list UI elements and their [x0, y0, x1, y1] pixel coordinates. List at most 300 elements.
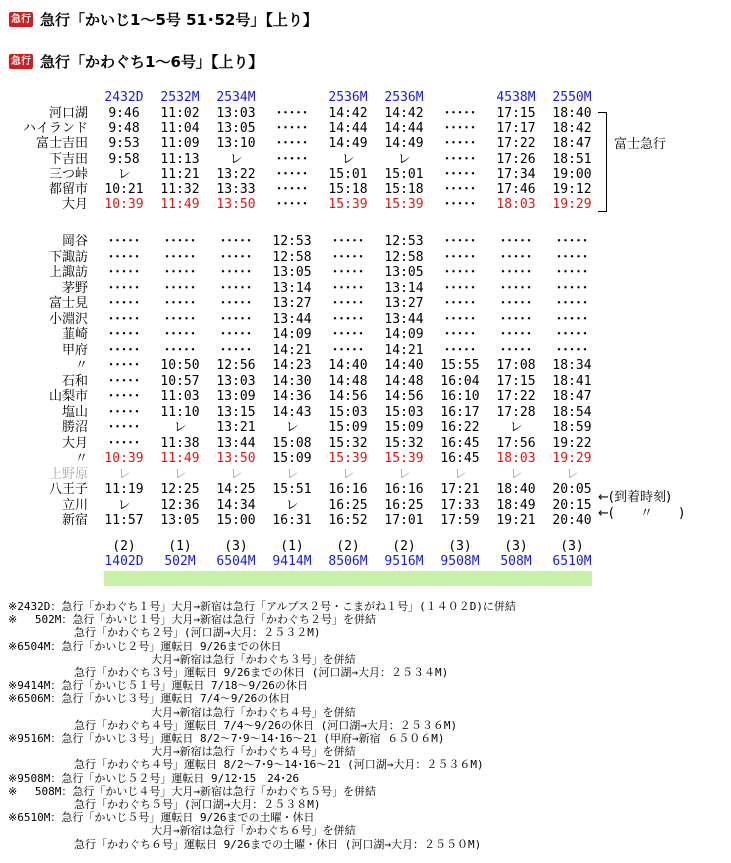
time-cell: 15:18 — [384, 182, 424, 197]
time-cell: 11:57 — [104, 513, 144, 528]
train-number-2: 9414M — [272, 554, 312, 569]
car-count: (3) — [504, 539, 528, 554]
time-cell: 14:42 — [384, 106, 424, 121]
time-cell: ･････ — [219, 311, 253, 327]
time-cell: 15:32 — [328, 435, 368, 451]
station-name: 富士吉田 — [35, 136, 88, 152]
fujikyu-label: 富士急行 — [614, 137, 667, 152]
time-cell: ･････ — [555, 311, 589, 327]
time-cell: 14:44 — [384, 121, 424, 137]
time-cell: 15:00 — [216, 513, 256, 528]
time-cell: 16:25 — [384, 497, 424, 513]
station-name: 河口湖 — [48, 106, 88, 121]
time-cell: ･････ — [107, 420, 141, 435]
time-cell: 17:26 — [496, 151, 536, 167]
note-line: ※9508M：急行「かいじ５２号」運転日 9/12･15 24･26 — [8, 771, 300, 785]
kcode-bar — [104, 571, 592, 586]
time-cell: 10:39 — [104, 197, 144, 213]
time-cell: 16:10 — [440, 389, 480, 404]
station-name: 岡谷 — [61, 234, 88, 249]
time-cell: 14:09 — [272, 327, 312, 342]
express-badge-2: 急行 — [11, 55, 31, 67]
time-cell: 18:47 — [552, 136, 592, 152]
time-cell: ･････ — [499, 342, 533, 358]
time-cell: 15:39 — [384, 197, 424, 213]
time-cell: ･････ — [331, 296, 365, 311]
time-cell: 13:44 — [216, 435, 256, 451]
time-cell: ･････ — [443, 197, 477, 213]
station-name: 韮崎 — [61, 327, 88, 342]
time-cell: 14:34 — [216, 497, 256, 513]
time-cell: 17:21 — [440, 482, 480, 497]
time-cell: 15:51 — [272, 482, 312, 497]
time-cell: レ — [229, 151, 243, 167]
time-cell: 11:04 — [160, 121, 200, 137]
time-cell: ･････ — [107, 358, 141, 373]
time-cell: 13:05 — [160, 513, 200, 528]
time-cell: ･････ — [275, 136, 309, 152]
note-line: ※6506M：急行「かいじ３号」運転日 7/4〜9/26の休日 — [8, 692, 291, 706]
time-cell: ･････ — [107, 342, 141, 358]
header-kawaguchi — [9, 51, 263, 71]
time-cell: 17:01 — [384, 513, 424, 528]
time-cell: ･････ — [499, 327, 533, 342]
time-cell: ･････ — [443, 311, 477, 327]
time-cell: 9:46 — [108, 106, 140, 121]
time-cell: ･････ — [443, 182, 477, 197]
time-cell: レ — [509, 466, 523, 482]
time-cell: ･････ — [331, 280, 365, 296]
time-cell: ･････ — [163, 280, 197, 296]
time-cell: 14:44 — [328, 121, 368, 137]
train-number: 2534M — [216, 90, 256, 105]
time-cell: ･････ — [275, 121, 309, 137]
arrive-note-2: ←( 〃 ) — [598, 506, 685, 521]
note-line: 大月→新宿は急行「かわぐち６号」を併結 — [8, 824, 356, 838]
station-name: 〃 — [74, 451, 88, 466]
time-cell: 14:23 — [272, 358, 312, 373]
time-cell: ･････ — [443, 296, 477, 311]
time-cell: 16:31 — [272, 513, 312, 528]
time-cell: 17:33 — [440, 497, 480, 513]
time-cell: 17:59 — [440, 513, 480, 528]
station-name: 富士見 — [48, 296, 88, 311]
time-cell: ･････ — [107, 373, 141, 389]
time-cell: 11:38 — [160, 435, 200, 451]
train-number-2: 9516M — [384, 554, 424, 569]
time-cell: 14:49 — [328, 136, 368, 152]
time-cell: 11:49 — [160, 197, 200, 213]
time-cell: 15:03 — [328, 404, 368, 420]
time-cell: 14:21 — [272, 342, 312, 358]
time-cell: ･････ — [275, 106, 309, 121]
train-number: 2536M — [328, 90, 368, 105]
note-line: ※ 508M：急行「かいじ４号」大月→新宿は急行「かわぐち５号」を併結 — [8, 784, 376, 798]
time-cell: ･････ — [275, 151, 309, 167]
time-cell: レ — [397, 466, 411, 482]
car-count: (1) — [168, 539, 192, 554]
time-cell: 11:49 — [160, 451, 200, 466]
station-name: 下吉田 — [48, 151, 88, 167]
time-cell: ･････ — [499, 311, 533, 327]
station-name: 下諏訪 — [48, 249, 88, 265]
time-cell: レ — [229, 466, 243, 482]
arrive-note: ←(到着時刻) — [598, 490, 672, 505]
time-cell: ･････ — [163, 234, 197, 249]
time-cell: 13:33 — [216, 182, 256, 197]
time-cell: 14:56 — [384, 389, 424, 404]
car-count: (1) — [280, 539, 304, 554]
time-cell: ･････ — [499, 234, 533, 249]
time-cell: ･････ — [163, 342, 197, 358]
time-cell: ･････ — [275, 166, 309, 182]
time-cell: 11:09 — [160, 136, 200, 152]
time-cell: 11:13 — [160, 151, 200, 167]
train-number: 4538M — [496, 90, 536, 105]
time-cell: 19:22 — [552, 435, 592, 451]
time-cell: 10:57 — [160, 373, 200, 389]
time-cell: 15:39 — [328, 451, 368, 466]
time-cell: 18:34 — [552, 358, 592, 373]
time-cell: ･････ — [555, 327, 589, 342]
time-cell: 10:39 — [104, 451, 144, 466]
train-number-2: 1402D — [104, 554, 144, 569]
time-cell: ･････ — [331, 265, 365, 280]
note-line: 急行「かわぐち３号」運転日 9/26までの休日 (河口湖→大月：２５３４M) — [8, 666, 449, 679]
time-cell: レ — [341, 151, 355, 167]
time-cell: 19:21 — [496, 513, 536, 528]
note-line: 大月→新宿は急行「かわぐち３号」を併結 — [8, 652, 356, 666]
time-cell: ･････ — [163, 296, 197, 311]
time-cell: ･････ — [219, 280, 253, 296]
note-line: ※6510M：急行「かいじ５号」運転日 9/26までの土曜・休日 — [8, 811, 315, 825]
express-badge-1: 急行 — [11, 13, 31, 25]
time-cell: 19:29 — [552, 197, 592, 213]
time-cell: レ — [397, 151, 411, 167]
time-cell: ･････ — [443, 327, 477, 342]
time-cell: レ — [173, 466, 187, 482]
time-cell: 17:15 — [496, 106, 536, 121]
time-cell: ･････ — [443, 106, 477, 121]
time-cell: 11:10 — [160, 404, 200, 420]
header-title-kaiji: 急行「かいじ1〜5号 51･52号」【上り】 — [40, 10, 318, 29]
time-cell: 13:21 — [216, 420, 256, 435]
time-cell: 13:05 — [216, 121, 256, 137]
time-cell: ･････ — [219, 265, 253, 280]
time-cell: 13:50 — [216, 451, 256, 466]
time-cell: 16:45 — [440, 435, 480, 451]
time-cell: 14:09 — [384, 327, 424, 342]
station-name: 〃 — [74, 358, 88, 373]
train-number: 2536M — [384, 90, 424, 105]
time-cell: ･････ — [555, 280, 589, 296]
fujikyu-bracket — [598, 112, 607, 212]
time-cell: ･････ — [107, 389, 141, 404]
time-cell: 17:22 — [496, 136, 536, 152]
time-cell: ･････ — [443, 151, 477, 167]
time-cell: 12:36 — [160, 497, 200, 513]
time-cell: 13:44 — [384, 311, 424, 327]
time-cell: 14:40 — [384, 358, 424, 373]
note-line: ※6504M：急行「かいじ２号」運転日 9/26までの休日 — [8, 639, 282, 653]
time-cell: レ — [565, 466, 579, 482]
time-cell: 12:56 — [216, 358, 256, 373]
time-cell: 15:01 — [384, 166, 424, 182]
station-name: 石和 — [61, 373, 88, 389]
time-cell: 18:54 — [552, 404, 592, 420]
time-cell: ･････ — [107, 249, 141, 265]
time-cell: 16:45 — [440, 451, 480, 466]
time-cell: 13:14 — [272, 280, 312, 296]
time-cell: ･････ — [163, 311, 197, 327]
time-cell: ･････ — [107, 311, 141, 327]
station-name: 三つ峠 — [48, 166, 88, 182]
train-number-2: 502M — [164, 554, 196, 569]
note-line: ※ 502M：急行「かいじ１号」大月→新宿は急行「かわぐち２号」を併結 — [8, 613, 376, 627]
time-cell: 16:16 — [328, 482, 368, 497]
time-cell: 13:05 — [384, 265, 424, 280]
note-line: 急行「かわぐち５号」(河口湖→大月：２５３８M) — [8, 798, 321, 811]
time-cell: 17:15 — [496, 373, 536, 389]
time-cell: ･････ — [499, 280, 533, 296]
time-cell: 14:40 — [328, 358, 368, 373]
time-cell: 12:58 — [272, 249, 312, 265]
time-cell: 15:09 — [328, 420, 368, 435]
time-cell: ･････ — [499, 249, 533, 265]
time-cell: 15:32 — [384, 435, 424, 451]
time-cell: 17:08 — [496, 358, 536, 373]
time-cell: 13:15 — [216, 404, 256, 420]
time-cell: 18:51 — [552, 151, 592, 167]
time-cell: 12:25 — [160, 482, 200, 497]
time-cell: 9:53 — [108, 136, 140, 152]
time-cell: ･････ — [107, 327, 141, 342]
time-cell: 13:27 — [384, 296, 424, 311]
car-count: (2) — [392, 539, 416, 554]
time-cell: 19:29 — [552, 451, 592, 466]
time-cell: 17:22 — [496, 389, 536, 404]
time-cell: ･････ — [219, 234, 253, 249]
time-cell: 19:12 — [552, 182, 592, 197]
time-cell: レ — [117, 166, 131, 182]
time-cell: 13:05 — [272, 265, 312, 280]
train-number-2: 8506M — [328, 554, 368, 569]
train-number-2: 508M — [500, 554, 532, 569]
time-cell: ･････ — [331, 311, 365, 327]
station-name: 小淵沢 — [48, 311, 88, 327]
train-number: 2532M — [160, 90, 200, 105]
station-name: 立川 — [61, 497, 88, 513]
time-cell: 11:02 — [160, 106, 200, 121]
time-cell: ･････ — [443, 166, 477, 182]
train-number-2: 6510M — [552, 554, 592, 569]
time-cell: 13:44 — [272, 311, 312, 327]
time-cell: ･････ — [555, 265, 589, 280]
time-cell: ･････ — [219, 249, 253, 265]
car-count: (3) — [448, 539, 472, 554]
time-cell: レ — [341, 466, 355, 482]
time-cell: 15:08 — [272, 435, 312, 451]
car-count: (2) — [336, 539, 360, 554]
train-number: 2432D — [104, 90, 144, 105]
time-cell: 11:32 — [160, 182, 200, 197]
time-cell: ･････ — [555, 249, 589, 265]
car-count: (2) — [112, 539, 136, 554]
time-cell: 12:53 — [384, 234, 424, 249]
time-cell: ･････ — [219, 296, 253, 311]
time-cell: 10:50 — [160, 358, 200, 373]
time-cell: 16:04 — [440, 373, 480, 389]
time-cell: 11:03 — [160, 389, 200, 404]
time-cell: 16:25 — [328, 497, 368, 513]
time-cell: ･････ — [499, 296, 533, 311]
station-name: 甲府 — [61, 342, 88, 358]
time-cell: 14:56 — [328, 389, 368, 404]
time-cell: ･････ — [555, 234, 589, 249]
header-title-kawaguchi: 急行「かわぐち1〜6号」【上り】 — [40, 52, 264, 71]
note-line: 急行「かわぐち６号」運転日 9/26までの土曜・休日 (河口湖→大月：２５５０M) — [8, 837, 482, 851]
time-cell: ･････ — [331, 249, 365, 265]
car-count: (3) — [224, 539, 248, 554]
time-cell: 15:39 — [328, 197, 368, 213]
time-cell: 9:48 — [108, 121, 140, 137]
time-cell: 18:42 — [552, 121, 592, 137]
time-cell: 13:14 — [384, 280, 424, 296]
station-name: 上諏訪 — [48, 265, 88, 280]
time-cell: 14:49 — [384, 136, 424, 152]
station-name: 勝沼 — [61, 420, 88, 435]
time-cell: 18:59 — [552, 420, 592, 435]
time-cell: ･････ — [555, 296, 589, 311]
station-name: ハイランド — [22, 121, 88, 137]
time-cell: ･････ — [163, 249, 197, 265]
time-cell: 16:22 — [440, 420, 480, 435]
time-cell: 16:52 — [328, 513, 368, 528]
time-cell: 19:00 — [552, 166, 592, 182]
time-cell: ･････ — [219, 327, 253, 342]
time-cell: ･････ — [331, 327, 365, 342]
time-cell: ･････ — [331, 342, 365, 358]
time-cell: 18:41 — [552, 373, 592, 389]
time-cell: ･････ — [107, 435, 141, 451]
time-cell: ･････ — [443, 249, 477, 265]
time-cell: 17:17 — [496, 121, 536, 137]
time-cell: 13:03 — [216, 106, 256, 121]
station-name: 山梨市 — [48, 389, 88, 404]
time-cell: ･････ — [443, 234, 477, 249]
time-cell: 15:39 — [384, 451, 424, 466]
time-cell: 18:49 — [496, 497, 536, 513]
station-name: 上野原 — [48, 466, 88, 482]
time-cell: 14:21 — [384, 342, 424, 358]
time-cell: ･････ — [443, 136, 477, 152]
time-cell: 12:58 — [384, 249, 424, 265]
note-line: ※9516M：急行「かいじ３号」運転日 8/2〜7･9〜14･16〜21 (甲府→新宿 ６５０６M) — [8, 732, 445, 745]
train-number: 2550M — [552, 90, 592, 105]
train-number-2: 9508M — [440, 554, 480, 569]
time-cell: 15:09 — [272, 451, 312, 466]
time-cell: ･････ — [499, 265, 533, 280]
station-name: 大月 — [61, 435, 88, 451]
note-line: ※2432D：急行「かわぐち１号」大月→新宿は急行「アルプス２号・こまがね１号」(１４０２D)に併結 — [8, 600, 516, 613]
time-cell: 17:34 — [496, 166, 536, 182]
car-count: (3) — [560, 539, 584, 554]
time-cell: レ — [509, 420, 523, 435]
time-cell: 13:50 — [216, 197, 256, 213]
time-cell: ･････ — [443, 280, 477, 296]
time-cell: ･････ — [107, 404, 141, 420]
time-cell: 17:46 — [496, 182, 536, 197]
station-name: 八王子 — [48, 482, 88, 497]
time-cell: 18:47 — [552, 389, 592, 404]
time-cell: 14:36 — [272, 389, 312, 404]
time-cell: 10:21 — [104, 182, 144, 197]
time-cell: ･････ — [219, 342, 253, 358]
time-cell: 15:18 — [328, 182, 368, 197]
station-name: 新宿 — [61, 513, 88, 528]
time-cell: 13:10 — [216, 136, 256, 152]
time-cell: レ — [117, 497, 131, 513]
time-cell: 9:58 — [108, 151, 140, 167]
time-cell: ･････ — [107, 280, 141, 296]
time-cell: 11:19 — [104, 482, 144, 497]
station-name: 塩山 — [61, 404, 88, 420]
time-cell: 18:40 — [552, 106, 592, 121]
header-kaiji — [9, 9, 318, 29]
time-cell: レ — [285, 466, 299, 482]
time-cell: 18:40 — [496, 482, 536, 497]
time-cell: ･････ — [555, 342, 589, 358]
time-cell: 14:42 — [328, 106, 368, 121]
time-cell: 15:03 — [384, 404, 424, 420]
note-line: 急行「かわぐち４号」運転日 8/2〜7･9〜14･16〜21 (河口湖→大月：２５３６M) — [8, 758, 484, 772]
time-cell: ･････ — [443, 265, 477, 280]
time-cell: 15:55 — [440, 358, 480, 373]
time-cell: 17:56 — [496, 435, 536, 451]
note-line: 大月→新宿は急行「かわぐち４号」を併結 — [8, 745, 356, 759]
time-cell: 13:09 — [216, 389, 256, 404]
note-line: 急行「かわぐち２号」(河口湖→大月：２５３２M) — [8, 626, 321, 640]
time-cell: 12:53 — [272, 234, 312, 249]
note-line: ※9414M：急行「かいじ５１号」運転日 7/18〜9/26の休日 — [8, 679, 308, 693]
time-cell: ･････ — [443, 342, 477, 358]
time-cell: 18:03 — [496, 451, 536, 466]
time-cell: レ — [453, 466, 467, 482]
time-cell: 14:48 — [384, 373, 424, 389]
time-cell: 15:09 — [384, 420, 424, 435]
time-cell: 15:01 — [328, 166, 368, 182]
time-cell: ･････ — [443, 121, 477, 137]
time-cell: 11:21 — [160, 166, 200, 182]
time-cell: 14:48 — [328, 373, 368, 389]
time-cell: ･････ — [107, 234, 141, 249]
time-cell: レ — [117, 466, 131, 482]
time-cell: 14:25 — [216, 482, 256, 497]
time-cell: 18:03 — [496, 197, 536, 213]
note-line: 急行「かわぐち４号」運転日 7/4〜9/26の休日 (河口湖→大月：２５３６M) — [8, 718, 458, 732]
time-cell: レ — [285, 420, 299, 435]
time-cell: 17:28 — [496, 404, 536, 420]
time-cell: ･････ — [275, 182, 309, 197]
time-cell: 20:15 — [552, 497, 592, 513]
time-cell: レ — [173, 420, 187, 435]
train-number-2: 6504M — [216, 554, 256, 569]
time-cell: ･････ — [163, 327, 197, 342]
time-cell: ･････ — [107, 296, 141, 311]
station-name: 茅野 — [61, 280, 88, 296]
note-line: 大月→新宿は急行「かわぐち４号」を併結 — [8, 705, 356, 719]
time-cell: 16:16 — [384, 482, 424, 497]
